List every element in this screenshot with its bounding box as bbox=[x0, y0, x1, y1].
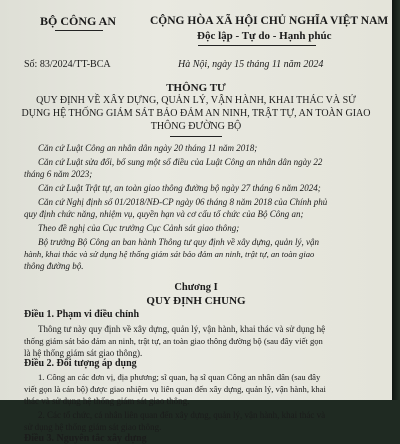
article-2-line: 1. Công an các đơn vị, địa phương; sĩ quan, hạ sĩ quan Công an nhân dân (sau đây bbox=[38, 372, 321, 382]
preamble-line: Căn cứ Nghị định số 01/2018/NĐ-CP ngày 06 tháng 8 năm 2018 của Chính phủ bbox=[38, 197, 328, 207]
article-2-line: thác và sử dụng hệ thống giám sát giao thông. bbox=[24, 396, 190, 406]
preamble-line: Căn cứ Luật sửa đổi, bổ sung một số điều của Luật Công an nhân dân ngày 22 bbox=[38, 157, 323, 167]
book-spine-shadow bbox=[392, 0, 400, 400]
place-date: Hà Nội, ngày 15 tháng 11 năm 2024 bbox=[178, 59, 324, 70]
article-2-line: sử dụng hệ thống giám sát giao thông. bbox=[24, 422, 162, 432]
doc-title-line: DỤNG HỆ THỐNG GIÁM SÁT BẢO ĐẢM AN NINH, TRẬT TỰ, AN TOÀN GIAO bbox=[21, 108, 371, 119]
country-name: CỘNG HÒA XÃ HỘI CHỦ NGHĨA VIỆT NAM bbox=[150, 15, 389, 27]
chapter-title: QUY ĐỊNH CHUNG bbox=[146, 295, 246, 307]
article-3-title: Điều 3. Nguyên tắc xây dựng bbox=[24, 433, 147, 444]
preamble-line: tháng 6 năm 2023; bbox=[24, 169, 93, 179]
article-2-line: 2. Các tổ chức, cá nhân liên quan đến xây dựng, quản lý, vận hành, khai thác và bbox=[38, 410, 326, 420]
preamble-line: Bộ trưởng Bộ Công an ban hành Thông tư quy định về xây dựng, quản lý, vận bbox=[38, 237, 319, 247]
agency-name: BỘ CÔNG AN bbox=[40, 14, 117, 28]
chapter-label: Chương I bbox=[174, 282, 218, 293]
article-2-line: viết gọn là cán bộ) được giao nhiệm vụ liên quan đến xây dựng, quản lý, vận hành, khai bbox=[24, 384, 326, 394]
preamble-line: Căn cứ Luật Công an nhân dân ngày 20 tháng 11 năm 2018; bbox=[38, 143, 258, 153]
article-2-title: Điều 2. Đối tượng áp dụng bbox=[24, 358, 137, 369]
preamble-line: quy định chức năng, nhiệm vụ, quyền hạn và cơ cấu tổ chức của Bộ Công an; bbox=[24, 209, 304, 219]
motto: Độc lập - Tự do - Hạnh phúc bbox=[197, 30, 332, 42]
document-number: Số: 83/2024/TT-BCA bbox=[24, 59, 111, 70]
article-1-line: thống giám sát bảo đảm an ninh, trật tự, an toàn giao thông đường bộ (sau đây viết gọn bbox=[24, 336, 323, 346]
preamble-line: thông đường bộ. bbox=[24, 261, 84, 271]
doc-title-line: QUY ĐỊNH VỀ XÂY DỰNG, QUẢN LÝ, VẬN HÀNH, KHAI THÁC VÀ SỬ bbox=[36, 95, 356, 106]
preamble-line: Căn cứ Luật Trật tự, an toàn giao thông đường bộ ngày 27 tháng 6 năm 2024; bbox=[38, 183, 321, 193]
motto-underline bbox=[198, 45, 316, 46]
preamble-line: Theo đề nghị của Cục trưởng Cục Cảnh sát giao thông; bbox=[38, 223, 240, 233]
doc-type: THÔNG TƯ bbox=[166, 82, 226, 94]
preamble-line: hành, khai thác và sử dụng hệ thống giám sát bảo đảm an ninh, trật tự, an toàn giao bbox=[24, 249, 315, 259]
agency-underline bbox=[55, 30, 103, 31]
article-1-line: Thông tư này quy định về xây dựng, quản lý, vận hành, khai thác và sử dụng hệ bbox=[38, 324, 326, 334]
article-1-line: là hệ thống giám sát giao thông). bbox=[24, 348, 143, 358]
article-1-title: Điều 1. Phạm vi điều chỉnh bbox=[24, 309, 140, 320]
title-underline bbox=[170, 136, 222, 137]
doc-title-line: THÔNG ĐƯỜNG BỘ bbox=[150, 121, 242, 132]
